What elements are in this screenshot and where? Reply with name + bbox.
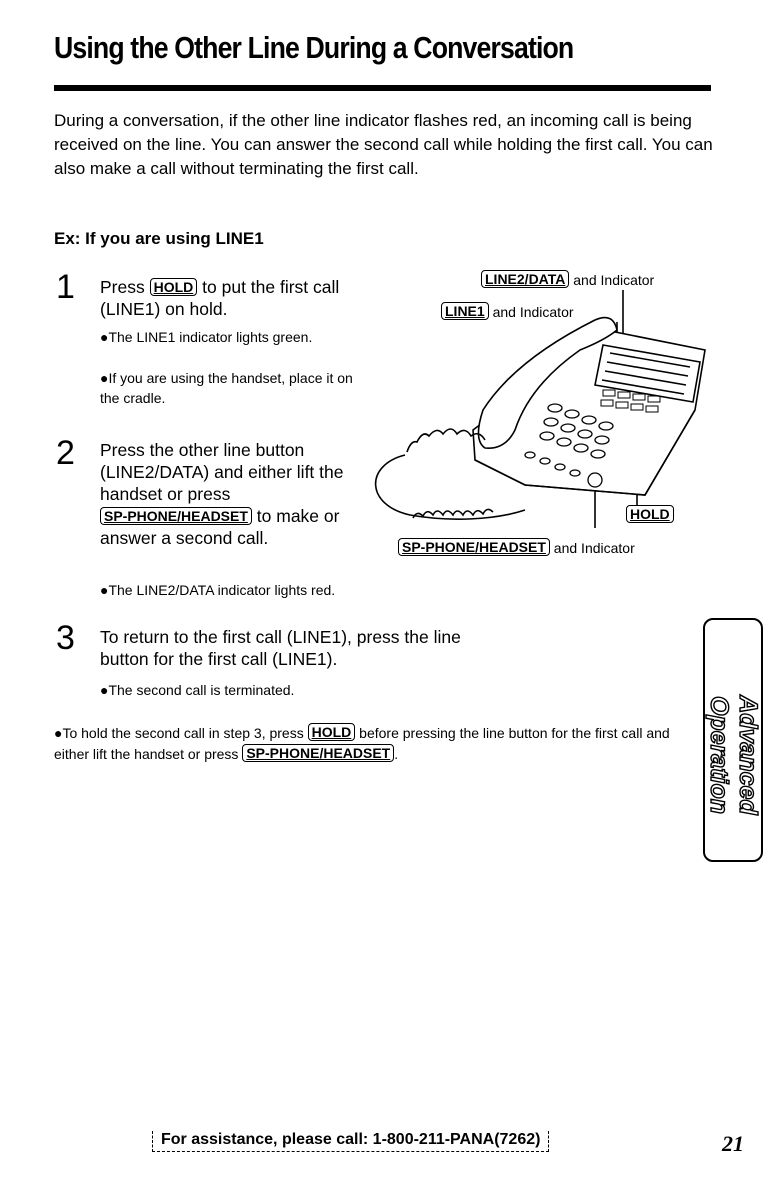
step-3-text: To return to the first call (LINE1), press the line button for the first call (LINE1).: [100, 627, 461, 669]
step-1-text: [100, 276, 360, 320]
step-2-note-1: ●The LINE2/DATA indicator lights red.: [100, 582, 336, 598]
label-line2-data: [481, 270, 654, 288]
step-3-number: 3: [56, 619, 75, 657]
title-rule: [54, 85, 711, 91]
step-1-note-1: ●The LINE1 indicator lights green.: [100, 329, 313, 345]
page-title: Using the Other Line During a Conversation: [54, 30, 574, 65]
step-1-number: 1: [56, 268, 75, 306]
label-line2-text: and Indicator: [569, 272, 655, 288]
step-2-pre: Press the other line button (LINE2/DATA) and either lift the handset or press: [100, 440, 344, 504]
intro-paragraph: During a conversation, if the other line indicator flashes red, an incoming call is being received on the line. You can answer the second call while holding the first call. You can also make a call without terminating the first call.: [54, 111, 713, 178]
step-3-note-1: ●The second call is terminated.: [100, 682, 295, 698]
telephone-illustration: [355, 290, 715, 535]
step-1-pre: Press: [100, 277, 150, 297]
side-tab-label: Advanced Operation: [705, 695, 762, 815]
sp-phone-key-diagram: SP-PHONE/HEADSET: [398, 538, 550, 556]
hold-key-diagram: HOLD: [626, 505, 674, 523]
tip-post: .: [394, 746, 399, 762]
step-2-post: to make or answer a second call.: [100, 506, 340, 548]
label-sp-text: and Indicator: [549, 540, 635, 556]
page-number: 21: [722, 1131, 744, 1156]
side-tab-advanced-operation: [703, 618, 763, 862]
step-1-post: to put the first call (LINE1) on hold.: [100, 277, 340, 319]
line1-key: LINE1: [441, 302, 489, 320]
assistance-footer: For assistance, please call: 1-800-211-PANA(7262): [152, 1131, 549, 1152]
sp-phone-headset-key: SP-PHONE/HEADSET: [100, 507, 252, 525]
label-line1-text: and Indicator: [488, 304, 574, 320]
hold-key-tip: HOLD: [308, 723, 356, 741]
line2-data-key: LINE2/DATA: [481, 270, 569, 288]
label-sp-phone: [398, 538, 635, 556]
tip-pre: ●To hold the second call in step 3, press: [54, 725, 308, 741]
step-1-note-2: ●If you are using the handset, place it on the cradle.: [100, 370, 353, 406]
hold-key: HOLD: [150, 278, 198, 296]
tip-mid: before pressing the line button for the first call and either lift the handset or press: [54, 725, 670, 762]
example-heading: Ex: If you are using LINE1: [54, 229, 264, 248]
step-2-text: [100, 439, 358, 549]
step-2-number: 2: [56, 434, 75, 472]
sp-phone-headset-key-tip: SP-PHONE/HEADSET: [242, 744, 394, 762]
tip-note: [54, 723, 694, 765]
